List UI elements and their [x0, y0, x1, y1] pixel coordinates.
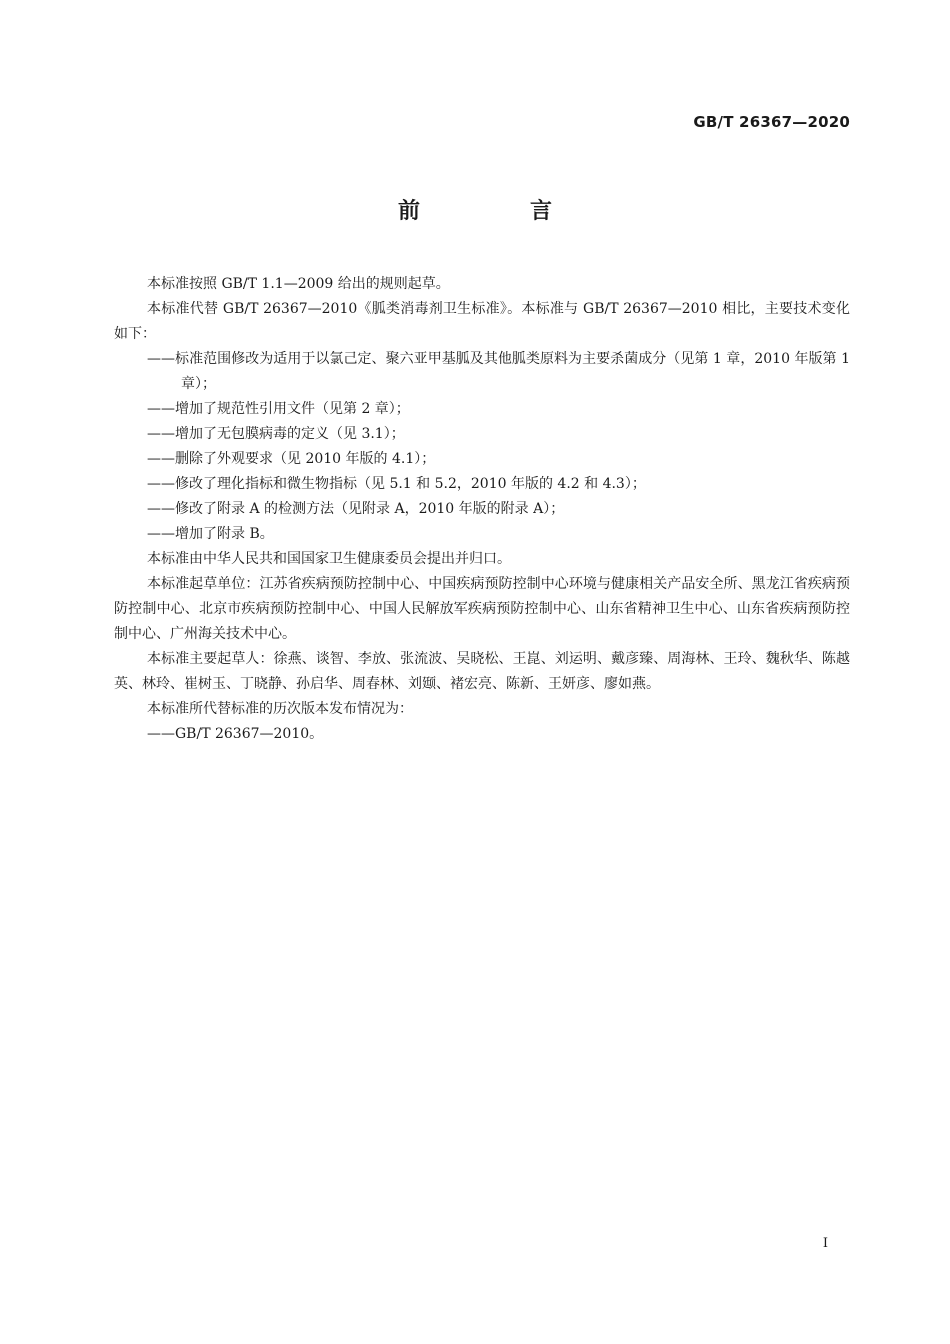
proposer-paragraph: 本标准由中华人民共和国国家卫生健康委员会提出并归口。 [147, 551, 511, 567]
drafting-units-paragraph: 本标准起草单位：江苏省疾病预防控制中心、中国疾病预防控制中心环境与健康相关产品安全所、黑龙江省疾病预防控制中心、北京市疾病预防控制中心、中国人民解放军疾病预防控制中心、山东省精神卫生中心、山东省疾病预防控制中心、广州海关技术中心。 [114, 576, 850, 642]
change-item: ——增加了无包膜病毒的定义（见 3.1）； [147, 426, 405, 442]
replacement-paragraph: 本标准代替 GB/T 26367—2010《胍类消毒剂卫生标准》。本标准与 GB/T 26367—2010 相比，主要技术变化如下： [114, 301, 850, 342]
changes-list [114, 347, 850, 547]
standard-code: GB/T 26367—2020 [693, 113, 850, 131]
document-body [114, 272, 850, 747]
change-item: ——删除了外观要求（见 2010 年版的 4.1）； [147, 451, 436, 467]
page-number: I [822, 1236, 828, 1251]
change-item: ——增加了附录 B。 [147, 526, 274, 542]
history-list [114, 722, 850, 747]
change-item: ——修改了理化指标和微生物指标（见 5.1 和 5.2，2010 年版的 4.2 和 4.3）； [147, 476, 646, 492]
change-item: ——增加了规范性引用文件（见第 2 章）； [147, 401, 410, 417]
change-item: ——修改了附录 A 的检测方法（见附录 A，2010 年版的附录 A）； [147, 501, 565, 517]
page-title: 前 言 [397, 199, 596, 224]
history-item: ——GB/T 26367—2010。 [147, 726, 324, 742]
history-intro-paragraph: 本标准所代替标准的历次版本发布情况为： [147, 701, 413, 717]
drafting-rules-paragraph: 本标准按照 GB/T 1.1—2009 给出的规则起草。 [147, 276, 450, 292]
change-item: ——标准范围修改为适用于以氯己定、聚六亚甲基胍及其他胍类原料为主要杀菌成分（见第 1 章，2010 年版第 1 章）； [147, 351, 850, 392]
drafters-paragraph: 本标准主要起草人：徐燕、谈智、李放、张流波、吴晓松、王崑、刘运明、戴彦臻、周海林、王玲、魏秋华、陈越英、林玲、崔树玉、丁晓静、孙启华、周春林、刘颋、褚宏亮、陈新、王妍彦、廖如燕。 [114, 651, 850, 692]
